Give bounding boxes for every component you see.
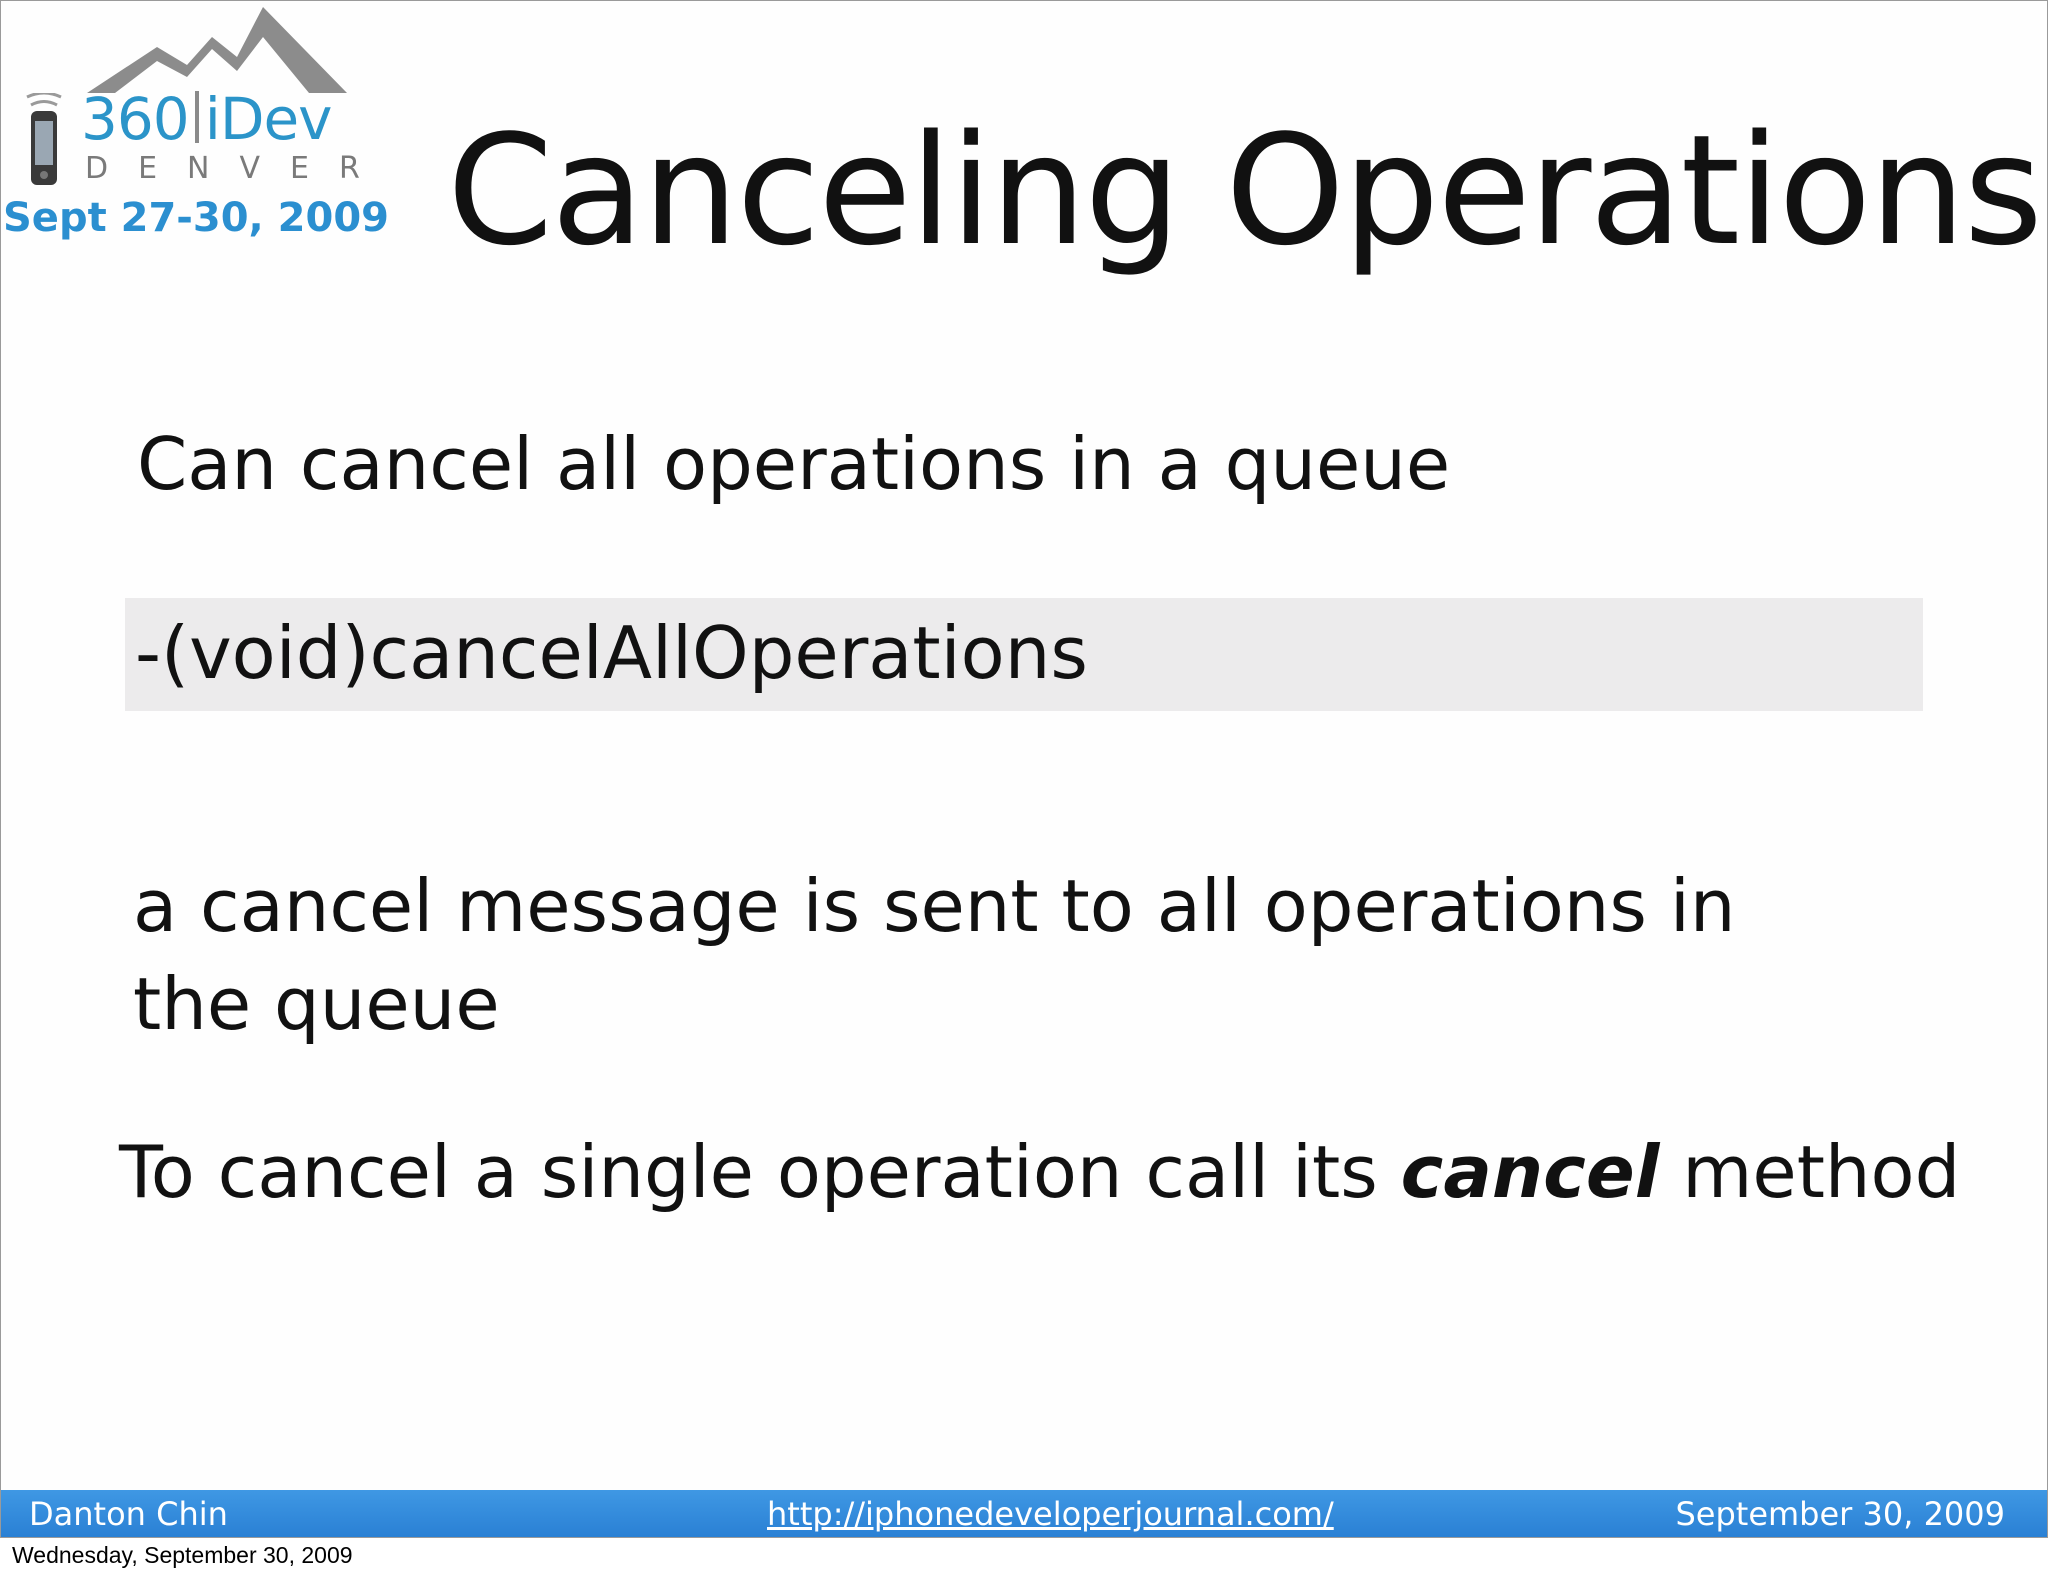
- logo-brand-name: iDev: [204, 85, 332, 153]
- footer-author: Danton Chin: [29, 1495, 228, 1533]
- viewer-caption: Wednesday, September 30, 2009: [12, 1542, 353, 1568]
- bullet-cancel-single-suffix: method: [1659, 1130, 1961, 1214]
- conference-logo: [1, 1, 391, 261]
- code-method-signature: -(void)cancelAllOperations: [135, 611, 1088, 695]
- logo-separator: [195, 91, 199, 143]
- logo-brand: [81, 87, 332, 151]
- logo-brand-number: 360: [81, 85, 189, 153]
- bullet-cancel-all: Can cancel all operations in a queue: [137, 422, 1451, 506]
- footer-date: September 30, 2009: [1675, 1495, 2005, 1533]
- mountain-icon: [87, 7, 347, 93]
- bullet-cancel-single-text: To cancel a single operation call its: [119, 1130, 1401, 1214]
- code-block: [125, 598, 1923, 711]
- bullet-cancel-message: a cancel message is sent to all operations in the queue: [133, 864, 1736, 1046]
- logo-dates: Sept 27-30, 2009: [3, 195, 389, 241]
- footer-link[interactable]: http://iphonedeveloperjournal.com/: [767, 1495, 1334, 1533]
- slide-footer: [1, 1490, 2047, 1537]
- cancel-keyword: cancel: [1400, 1130, 1660, 1214]
- logo-city: DENVER: [85, 151, 390, 186]
- slide-title: Canceling Operations: [447, 102, 2041, 279]
- bullet-cancel-single: [119, 1127, 1960, 1217]
- phone-icon: [21, 93, 67, 189]
